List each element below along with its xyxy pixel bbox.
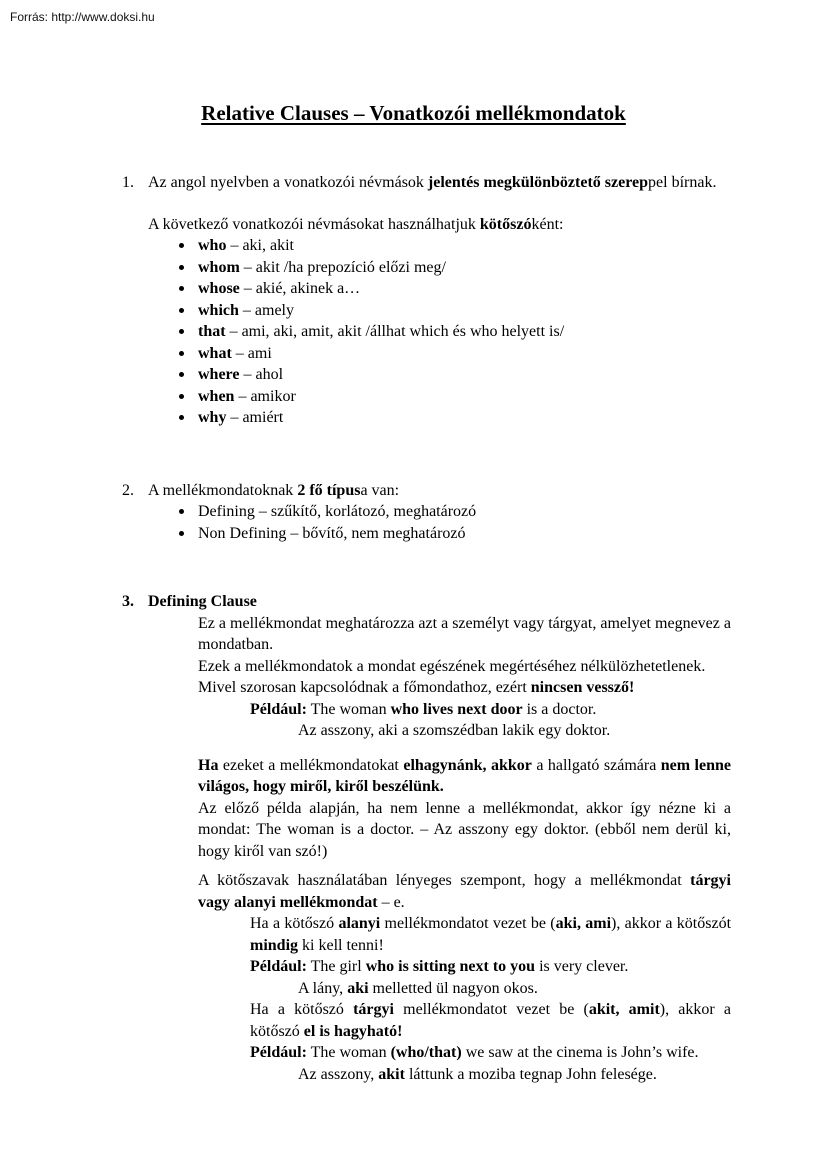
text-segment: we saw at the cinema is John’s wife. [461,1044,699,1061]
text-segment: is very clever. [535,958,629,975]
text-segment: that [198,323,226,340]
text-segment: akit, amit [588,1001,660,1018]
text-segment: Ha a kötőszó [250,915,339,932]
text-segment: tárgyi [353,1001,394,1018]
text-segment: a van: [360,481,400,499]
text-segment: A következő vonatkozói névmásokat használhatjuk [148,215,480,233]
text-segment: mellékmondatot vezet be ( [380,915,556,932]
text-segment: pel bírnak. [648,174,717,191]
text-segment: which [198,301,239,319]
item-1-text [148,172,731,194]
text-segment: melletted ül nagyon okos. [368,979,538,997]
source-header: Forrás: http://www.doksi.hu [10,10,155,24]
subject-rule-paragraph [250,913,731,956]
conjunction-paragraph [198,870,731,913]
text-segment: Az asszony, aki a szomszédban lakik egy doktor. [298,722,611,739]
text-segment: 2 fő típus [297,481,361,499]
text-segment: – ami, aki, amit, akit /állhat which és who helyett is/ [225,323,565,340]
text-segment: alanyi [338,915,381,932]
text-segment: whose [198,280,240,297]
text-segment: kötőszó [479,215,532,233]
clause-type-list [122,501,731,544]
text-segment: ), akkor a kötőszót [611,915,732,932]
intro-line [148,214,731,236]
text-segment: nincsen vessző! [530,679,635,696]
type-item-non-defining [122,523,731,545]
page-title-text: Relative Clauses – Vonatkozói mellékmondatok [201,101,626,125]
text-segment: Az asszony, [298,1065,379,1083]
pronoun-item-which [122,300,731,322]
example-2-english [250,956,731,978]
text-segment: Non Defining – bővítő, nem meghatározó [198,524,466,542]
text-segment: – ahol [239,366,284,383]
text-segment: when [198,387,235,405]
text-segment: tárgyi vagy alanyi mellékmondat [198,872,731,911]
text-segment: is a doctor. [522,700,597,718]
item-3-number: 3. [122,593,134,610]
text-segment: The woman [306,1044,391,1061]
text-segment: whom [198,258,240,276]
example-3-english [250,1042,731,1064]
text-segment: ), akkor a kötőszó [250,1001,731,1040]
item-2-number: 2. [122,481,134,499]
text-segment: who [198,237,227,254]
text-segment: why [198,409,227,426]
numbered-item-2 [122,480,731,502]
text-segment: The girl [306,958,366,975]
text-segment: mellékmondatot vezet be ( [393,1001,589,1018]
example-1-english [250,699,731,721]
text-segment: Mivel szorosan kapcsolódnak a főmondathoz, ezért [198,679,531,696]
previous-example-paragraph [198,798,731,863]
numbered-item-3 [122,591,731,613]
example-1-hungarian [298,720,731,742]
text-segment: The woman [306,700,391,718]
text-segment: jelentés megkülönböztető szerep [427,174,649,191]
text-segment: – aki, akit [226,237,294,254]
text-segment: ezeket a mellékmondatokat [218,756,404,774]
pronoun-item-why [122,407,731,429]
item-2-text [148,480,731,502]
type-item-defining [122,501,731,523]
text-segment: Például: [250,1044,307,1061]
pronoun-item-what [122,343,731,365]
example-2-hungarian [298,978,731,1000]
object-rule-paragraph [250,999,731,1042]
text-segment: mindig [250,936,299,954]
text-segment: – akié, akinek a… [239,280,361,297]
text-segment: akit [378,1065,405,1083]
text-segment: Például: [250,700,307,718]
item-3-heading: Defining Clause [148,593,257,610]
text-segment: Ha a kötőszó [250,1001,354,1018]
example-3-hungarian [298,1064,731,1086]
text-segment: Például: [250,958,307,975]
text-segment: A mellékmondatoknak [148,481,298,499]
text-segment: where [198,366,240,383]
text-segment: aki, ami [555,915,612,932]
text-segment: láttunk a moziba tegnap John felesége. [404,1065,657,1083]
text-segment: el is hagyható! [303,1022,403,1040]
text-segment: – amiért [226,409,284,426]
text-segment: nem lenne világos, hogy miről, kiről beszélünk. [198,756,732,795]
pronoun-item-whose [122,278,731,300]
text-segment: what [198,344,232,362]
pronoun-item-when [122,386,731,408]
text-segment: A lány, [298,979,348,997]
text-segment: who is sitting next to you [365,958,536,975]
defining-paragraph-2 [198,656,731,678]
text-segment: – amikor [234,387,296,405]
numbered-item-1 [122,172,731,194]
text-segment: ki kell tenni! [298,936,384,954]
text-segment: aki [347,979,369,997]
text-segment: (who/that) [390,1044,462,1061]
text-segment: – ami [231,344,272,362]
defining-paragraph-3 [198,677,731,699]
document-content [122,172,731,1085]
text-segment: elhagynánk, akkor [403,756,532,774]
text-segment: Az előző példa alapján, ha nem lenne a mellékmondat, akkor így nézne ki a mondat: The woman is a doctor. – Az asszony egy doktor. (ebből nem derül ki, hogy kiről van szó!) [198,799,731,860]
text-segment: Ezek a mellékmondatok a mondat egészének megértéséhez nélkülözhetetlenek. [198,657,706,675]
text-segment: A kötőszavak használatában lényeges szempont, hogy a mellékmondat [198,872,691,889]
pronoun-item-who [122,235,731,257]
pronoun-list [122,235,731,429]
item-1-number: 1. [122,174,134,191]
pronoun-item-that [122,321,731,343]
text-segment: Az angol nyelvben a vonatkozói névmások [148,174,428,191]
pronoun-item-where [122,364,731,386]
text-segment: Ez a mellékmondat meghatározza azt a személyt vagy tárgyat, amelyet megnevez a mondatban. [198,614,731,653]
text-segment: a hallgató számára [531,756,661,774]
omission-warning-paragraph [198,755,731,798]
text-segment: – e. [377,893,405,911]
text-segment: – akit /ha prepozíció előzi meg/ [239,258,446,276]
text-segment: ként: [531,215,564,233]
text-segment: Defining – szűkítő, korlátozó, meghatározó [198,503,477,520]
text-segment: – amely [238,301,294,319]
text-segment: who lives next door [390,700,523,718]
defining-paragraph-1 [198,613,731,656]
pronoun-item-whom [122,257,731,279]
text-segment: Ha [198,756,219,774]
